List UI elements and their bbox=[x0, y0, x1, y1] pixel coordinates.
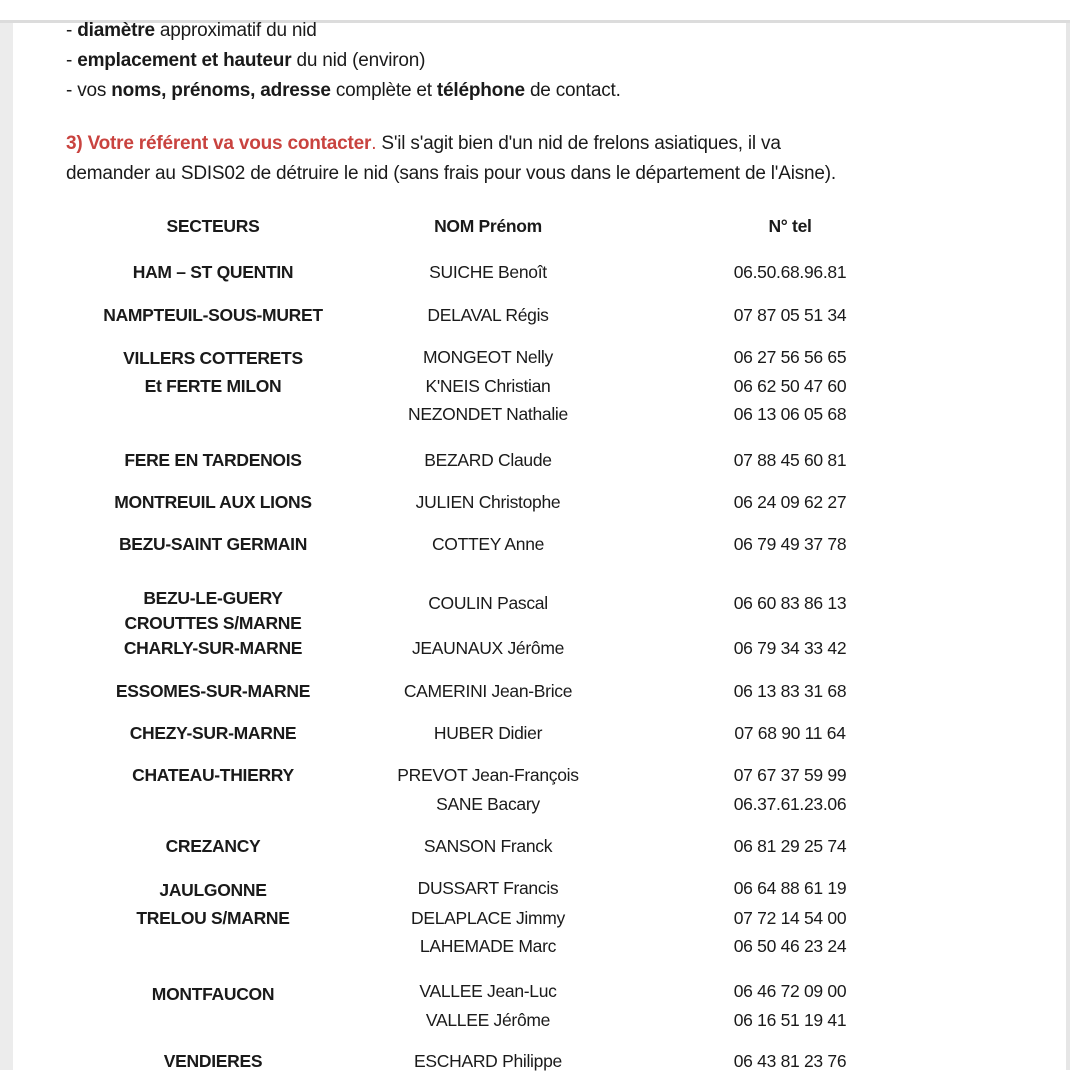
sector-label: Et FERTE MILON bbox=[144, 376, 282, 396]
contact-phone: 07 68 90 11 64 bbox=[734, 723, 846, 743]
contact-phone: 06 50 46 23 24 bbox=[733, 936, 847, 956]
contact-phone: 07 87 05 51 34 bbox=[733, 305, 847, 325]
sector-label: ESSOMES-SUR-MARNE bbox=[115, 681, 311, 701]
sector-label: NAMPTEUIL-SOUS-MURET bbox=[103, 305, 323, 325]
sector-label: HAM – ST QUENTIN bbox=[132, 262, 294, 282]
contact-phone: 06.50.68.96.81 bbox=[733, 262, 847, 282]
contact-phone: 06.37.61.23.06 bbox=[733, 794, 847, 814]
contact-name: CAMERINI Jean-Brice bbox=[403, 681, 573, 701]
contact-name: K'NEIS Christian bbox=[425, 376, 551, 396]
sector-label: JAULGONNE bbox=[159, 880, 267, 900]
contact-name: PREVOT Jean-François bbox=[397, 765, 579, 785]
intro-line-location: - emplacement et hauteur du nid (environ) bbox=[66, 50, 426, 71]
contact-name: HUBER Didier bbox=[433, 723, 543, 743]
contact-name: JULIEN Christophe bbox=[415, 492, 561, 512]
step3-heading: 3) Votre référent va vous contacter bbox=[66, 133, 372, 154]
contact-phone: 06 64 88 61 19 bbox=[733, 878, 847, 898]
contact-phone: 07 88 45 60 81 bbox=[733, 450, 847, 470]
contact-name: BEZARD Claude bbox=[424, 450, 552, 470]
scrollbar-track[interactable] bbox=[1066, 23, 1070, 1070]
contact-name: SANSON Franck bbox=[423, 836, 553, 856]
step3-line2: demander au SDIS02 de détruire le nid (sans frais pour vous dans le département de l'Aisne). bbox=[66, 163, 836, 184]
sector-label: FERE EN TARDENOIS bbox=[124, 450, 302, 470]
contact-phone: 07 72 14 54 00 bbox=[733, 908, 847, 928]
contact-phone: 06 62 50 47 60 bbox=[733, 376, 847, 396]
contact-phone: 06 43 81 23 76 bbox=[733, 1051, 847, 1071]
sector-label: CHATEAU-THIERRY bbox=[132, 765, 294, 785]
sector-label: MONTFAUCON bbox=[151, 984, 275, 1004]
sector-label: CROUTTES S/MARNE bbox=[124, 613, 302, 633]
top-strip bbox=[0, 0, 1070, 20]
contact-name: DUSSART Francis bbox=[417, 878, 559, 898]
contact-phone: 07 67 37 59 99 bbox=[733, 765, 847, 785]
contact-name: MONGEOT Nelly bbox=[423, 347, 553, 367]
contact-phone: 06 46 72 09 00 bbox=[733, 981, 847, 1001]
contact-name: LAHEMADE Marc bbox=[419, 936, 557, 956]
intro-line-contact: - vos noms, prénoms, adresse complète et téléphone de contact. bbox=[66, 80, 621, 101]
sector-label: VILLERS COTTERETS bbox=[123, 348, 303, 368]
header-name: NOM Prénom bbox=[434, 216, 542, 236]
contact-name: VALLEE Jérôme bbox=[425, 1010, 551, 1030]
contact-name: COTTEY Anne bbox=[431, 534, 545, 554]
contact-name: DELAVAL Régis bbox=[427, 305, 549, 325]
contact-name: JEAUNAUX Jérôme bbox=[411, 638, 565, 658]
header-sectors: SECTEURS bbox=[166, 216, 260, 236]
contact-name: SUICHE Benoît bbox=[429, 262, 547, 282]
contact-name: COULIN Pascal bbox=[428, 593, 548, 613]
contact-name: VALLEE Jean-Luc bbox=[419, 981, 557, 1001]
contact-name: DELAPLACE Jimmy bbox=[410, 908, 566, 928]
sector-label: CREZANCY bbox=[165, 836, 261, 856]
contact-phone: 06 79 49 37 78 bbox=[733, 534, 847, 554]
contact-name: SANE Bacary bbox=[436, 794, 540, 814]
sector-label: BEZU-SAINT GERMAIN bbox=[118, 534, 308, 554]
contact-phone: 06 60 83 86 13 bbox=[733, 593, 847, 613]
intro-line-diameter: - diamètre approximatif du nid bbox=[66, 20, 317, 41]
sector-label: TRELOU S/MARNE bbox=[136, 908, 290, 928]
contact-phone: 06 27 56 56 65 bbox=[733, 347, 847, 367]
contact-phone: 06 24 09 62 27 bbox=[733, 492, 847, 512]
sector-label: CHEZY-SUR-MARNE bbox=[129, 723, 297, 743]
left-gutter bbox=[0, 23, 13, 1070]
contact-phone: 06 13 06 05 68 bbox=[733, 404, 847, 424]
contact-phone: 06 79 34 33 42 bbox=[733, 638, 847, 658]
sector-label: BEZU-LE-GUERY bbox=[143, 588, 283, 608]
sector-label: CHARLY-SUR-MARNE bbox=[123, 638, 303, 658]
contact-phone: 06 16 51 19 41 bbox=[733, 1010, 847, 1030]
header-phone: N° tel bbox=[768, 216, 812, 236]
sector-label: MONTREUIL AUX LIONS bbox=[114, 492, 312, 512]
contact-name: ESCHARD Philippe bbox=[414, 1051, 562, 1071]
contact-phone: 06 81 29 25 74 bbox=[733, 836, 847, 856]
sector-label: VENDIERES bbox=[163, 1051, 263, 1071]
contact-name: NEZONDET Nathalie bbox=[408, 404, 568, 424]
contact-phone: 06 13 83 31 68 bbox=[733, 681, 847, 701]
step3-line1: 3) Votre référent va vous contacter. S'il s'agit bien d'un nid de frelons asiatiques, il va bbox=[66, 133, 781, 154]
